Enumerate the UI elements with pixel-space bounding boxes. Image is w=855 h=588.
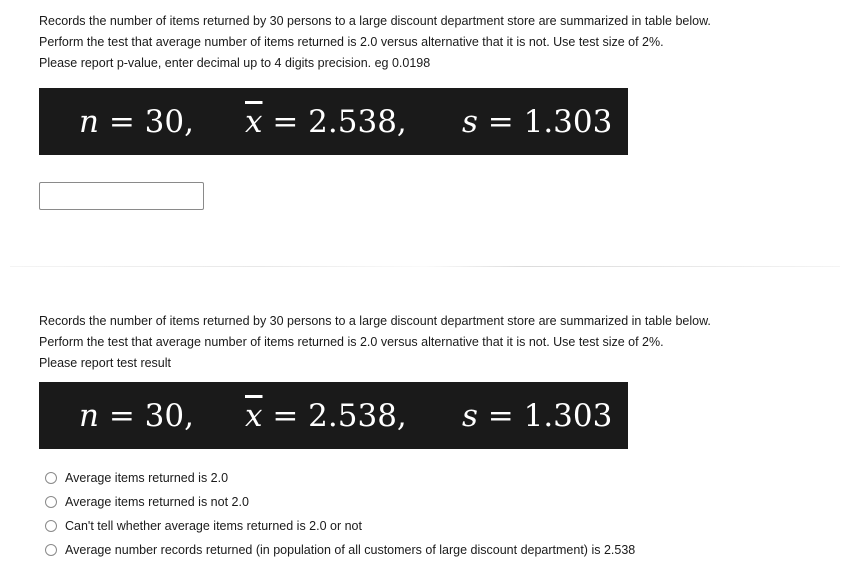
sample-size-stat [79,104,194,140]
question-text-line: Perform the test that average number of items returned is 2.0 versus alternative that it is not. Use test size of 2%. [39,35,664,49]
sample-size-stat [79,398,194,434]
test-result-options [45,466,635,562]
stat-symbol: s [462,397,478,434]
question-2 [39,311,819,449]
option-label: Average number records returned (in population of all customers of large discount department) is 2.538 [65,543,636,557]
stat-value: = 2.538, [272,103,407,140]
stat-value: = 2.538, [272,397,407,434]
question-text-line: Perform the test that average number of items returned is 2.0 versus alternative that it is not. Use test size of 2%. [39,335,664,349]
summary-statistics-panel [39,88,628,155]
radio-button[interactable] [45,496,57,508]
stat-value: = 30, [108,397,194,434]
question-text-line: Records the number of items returned by 30 persons to a large discount department store are summarized in table below. [39,14,711,28]
summary-statistics-panel [39,382,628,449]
option-label: Average items returned is not 2.0 [65,495,249,509]
option-average-is-2[interactable] [45,466,635,490]
option-label: Average items returned is 2.0 [65,471,229,485]
stat-value: = 1.303 [487,397,613,434]
stat-symbol: s [462,103,478,140]
sample-sd-stat [462,104,612,140]
stat-symbol: $\overline{x}$ [245,103,263,140]
question-1 [39,11,819,155]
stat-value: = 1.303 [487,103,613,140]
stat-symbol: n [79,103,99,140]
sample-sd-stat [462,398,612,434]
radio-button[interactable] [45,520,57,532]
stat-value: = 30, [108,103,194,140]
option-label: Can't tell whether average items returned is 2.0 or not [65,519,362,533]
sample-mean-stat [245,104,407,140]
stat-symbol: n [79,397,99,434]
radio-button[interactable] [45,472,57,484]
question-divider [10,266,840,267]
question-text-line: Please report p-value, enter decimal up to 4 digits precision. eg 0.0198 [39,56,431,70]
question-text-line: Please report test result [39,356,172,370]
radio-button[interactable] [45,544,57,556]
question-text-line: Records the number of items returned by 30 persons to a large discount department store are summarized in table below. [39,314,711,328]
p-value-answer-input[interactable] [39,182,204,210]
option-average-is-2538[interactable] [45,538,635,562]
sample-mean-stat [245,398,407,434]
option-average-is-not-2[interactable] [45,490,635,514]
stat-symbol: $\overline{x}$ [245,397,263,434]
option-cant-tell[interactable] [45,514,635,538]
